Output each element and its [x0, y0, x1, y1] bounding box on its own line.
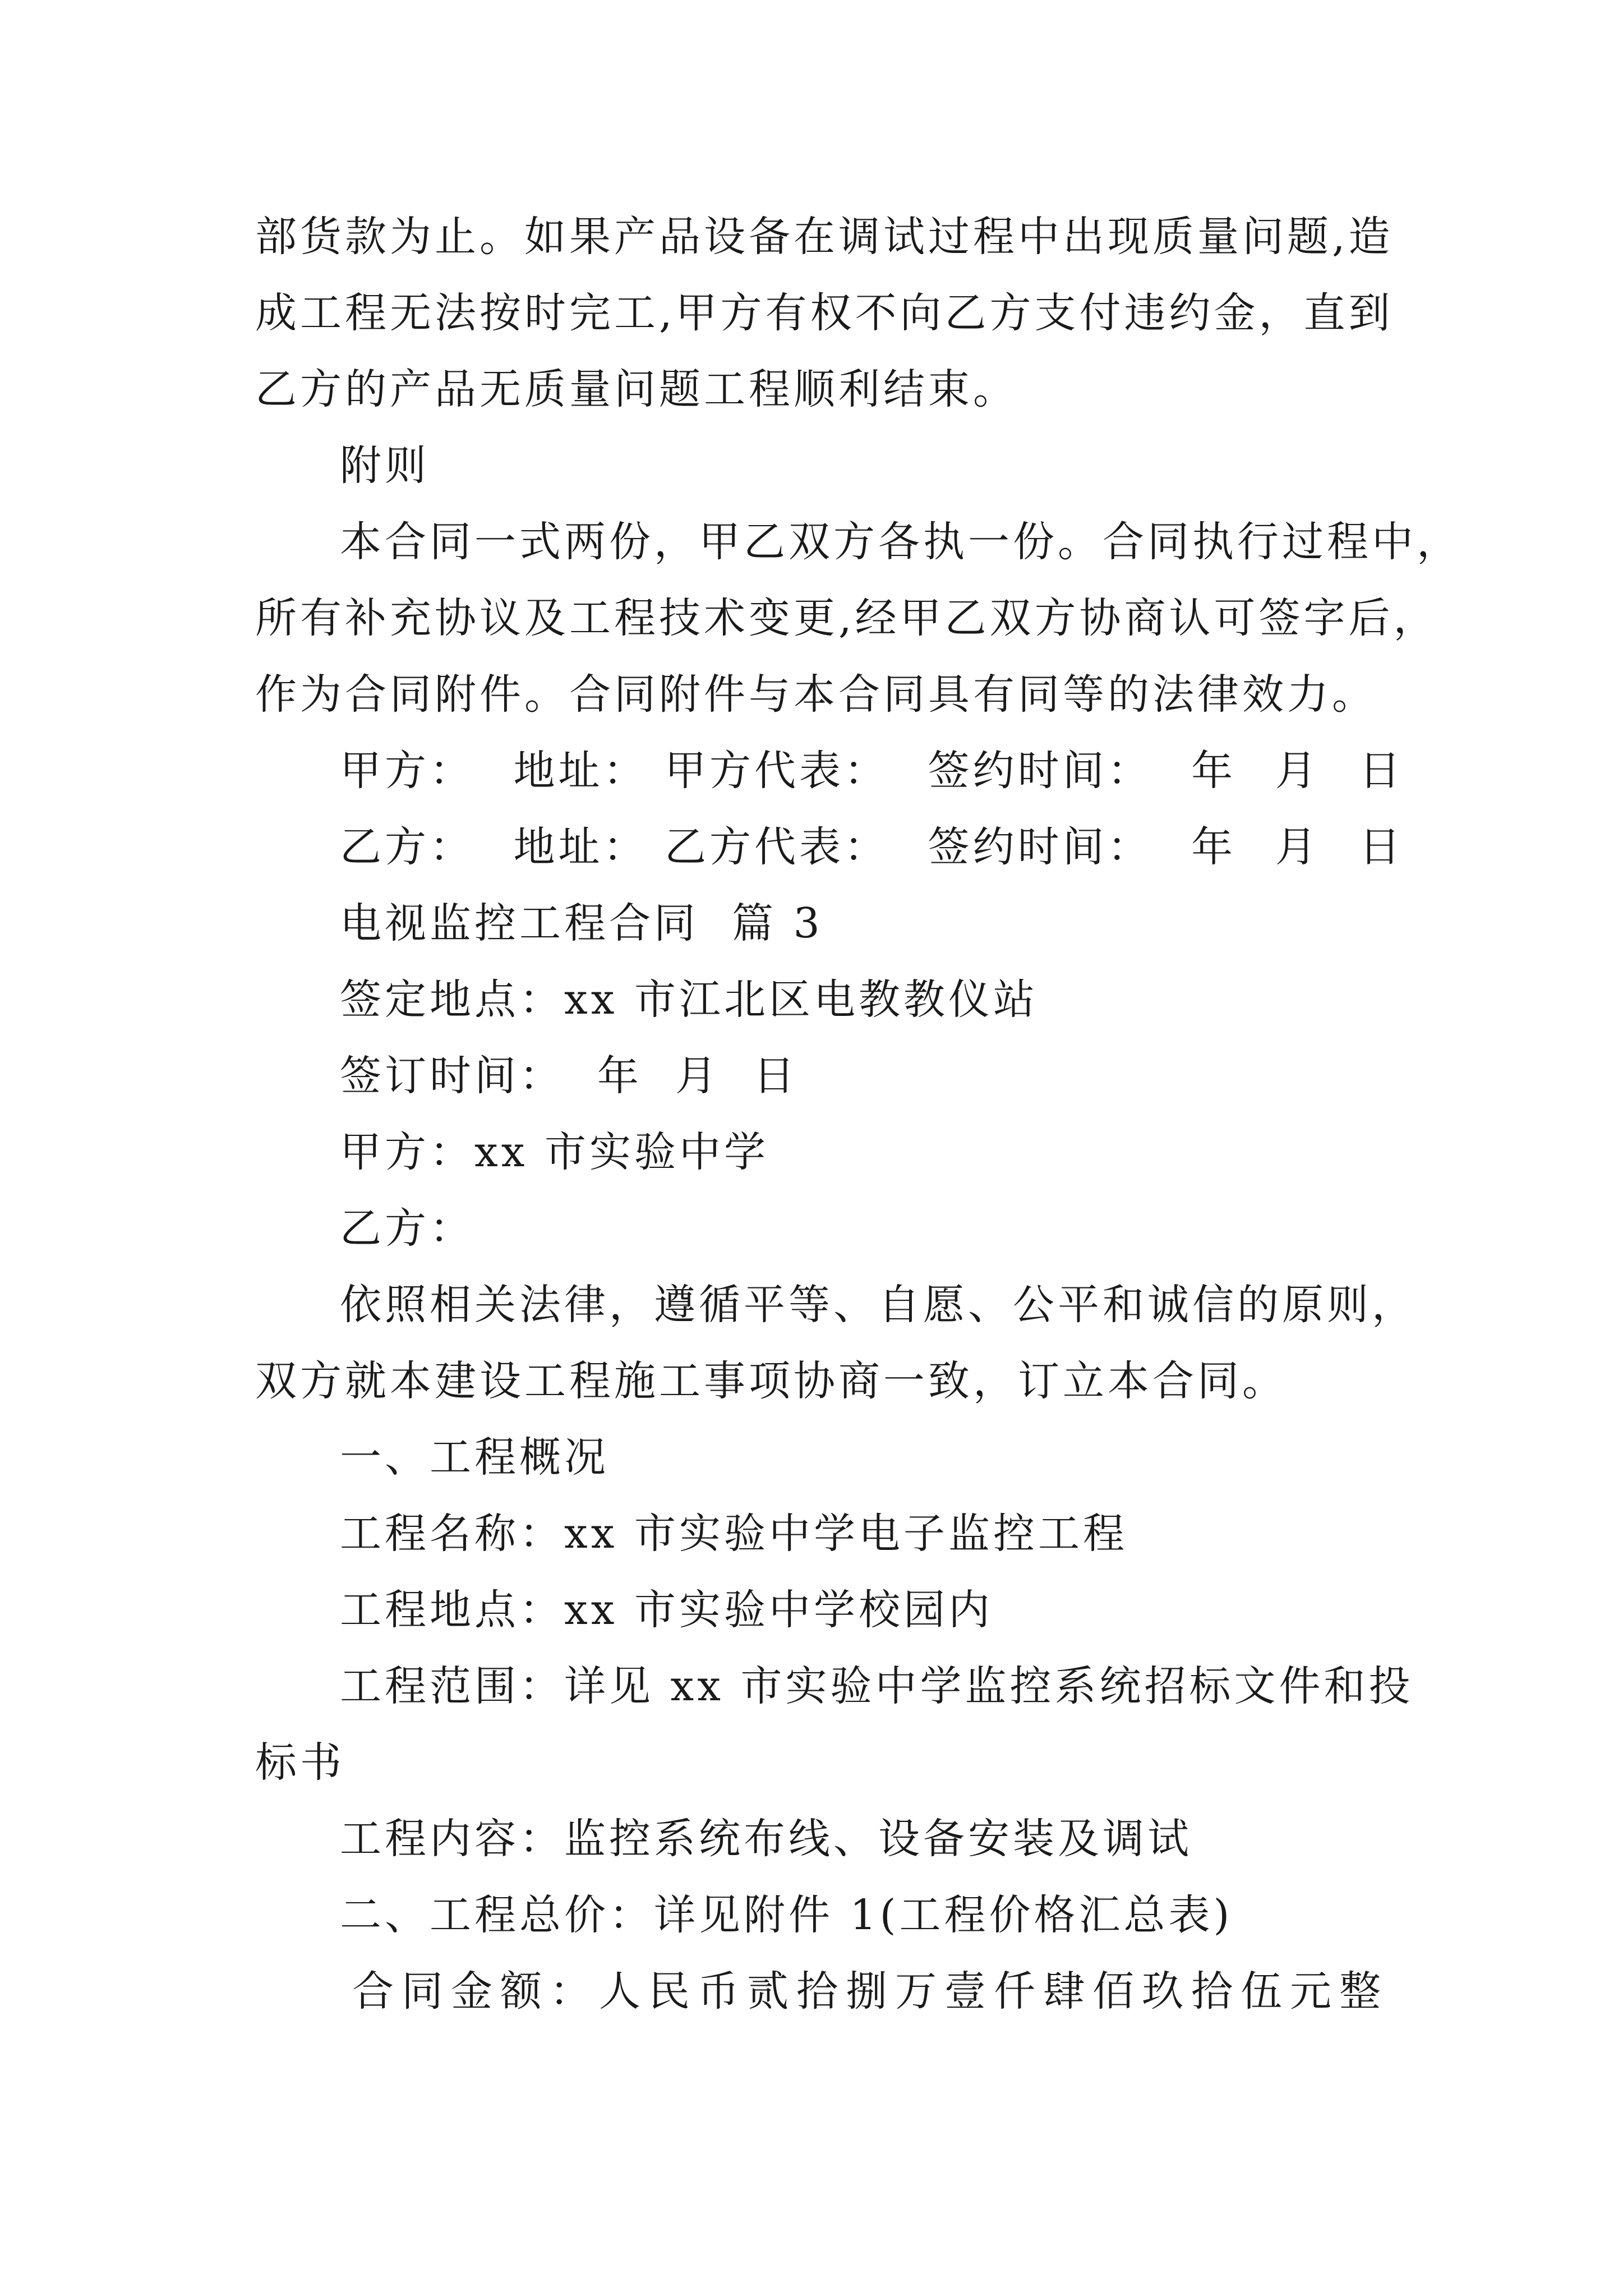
party-a: 甲方：xx 市实验中学 [340, 1128, 769, 1176]
paragraph-line: 作为合同附件。合同附件与本合同具有同等的法律效力。 [255, 670, 1377, 719]
party-label: 乙方： [340, 823, 474, 871]
address-label: 地址： [513, 747, 648, 795]
sign-date-label: 签约时间： [928, 747, 1152, 795]
paragraph-line: 部货款为止。如果产品设备在调试过程中出现质量问题,造 [255, 213, 1394, 261]
project-scope-continued: 标书 [255, 1738, 345, 1787]
year-label: 年 [1191, 823, 1237, 871]
party-label: 甲方： [340, 747, 474, 795]
month-label: 月 [1275, 747, 1320, 795]
sign-place: 签定地点：xx 市江北区电教教仪站 [340, 976, 1038, 1024]
sign-date-label: 签约时间： [928, 823, 1152, 871]
paragraph-line: 双方就本建设工程施工事项协商一致，订立本合同。 [255, 1357, 1287, 1405]
year-label: 年 [1191, 747, 1237, 795]
address-label: 地址： [513, 823, 648, 871]
signature-line-party-a [340, 743, 1404, 799]
section-title: 电视监控工程合同 篇 3 [340, 899, 823, 947]
paragraph-line: 成工程无法按时完工,甲方有权不向乙方支付违约金，直到 [255, 289, 1394, 337]
appendix-heading: 附则 [340, 441, 430, 490]
project-name: 工程名称：xx 市实验中学电子监控工程 [340, 1510, 1128, 1558]
paragraph-line: 乙方的产品无质量问题工程顺利结束。 [255, 365, 1018, 413]
representative-label: 乙方代表： [665, 823, 889, 871]
day-label: 日 [1359, 823, 1404, 871]
day-label: 日 [1359, 747, 1404, 795]
paragraph-line: 本合同一式两份，甲乙双方各执一份。合同执行过程中， [340, 518, 1461, 566]
project-site: 工程地点：xx 市实验中学校园内 [340, 1586, 993, 1634]
paragraph-line: 依照相关法律，遵循平等、自愿、公平和诚信的原则， [340, 1281, 1417, 1329]
party-b: 乙方： [340, 1204, 474, 1253]
sign-time: 签订时间： 年 月 日 [340, 1052, 799, 1100]
paragraph-line: 所有补充协议及工程技术变更,经甲乙双方协商认可签字后， [255, 594, 1438, 642]
project-content: 工程内容：监控系统布线、设备安装及调试 [340, 1815, 1192, 1863]
section-heading: 一、工程概况 [340, 1433, 609, 1481]
project-scope: 工程范围：详见 xx 市实验中学监控系统招标文件和投 [340, 1662, 1414, 1710]
signature-line-party-b [340, 819, 1404, 875]
section-heading: 二、工程总价：详见附件 1(工程价格汇总表) [340, 1891, 1233, 1939]
month-label: 月 [1275, 823, 1320, 871]
representative-label: 甲方代表： [665, 747, 889, 795]
contract-amount: 合同金额：人民币贰拾捌万壹仟肆佰玖拾伍元整 [352, 1967, 1389, 2016]
